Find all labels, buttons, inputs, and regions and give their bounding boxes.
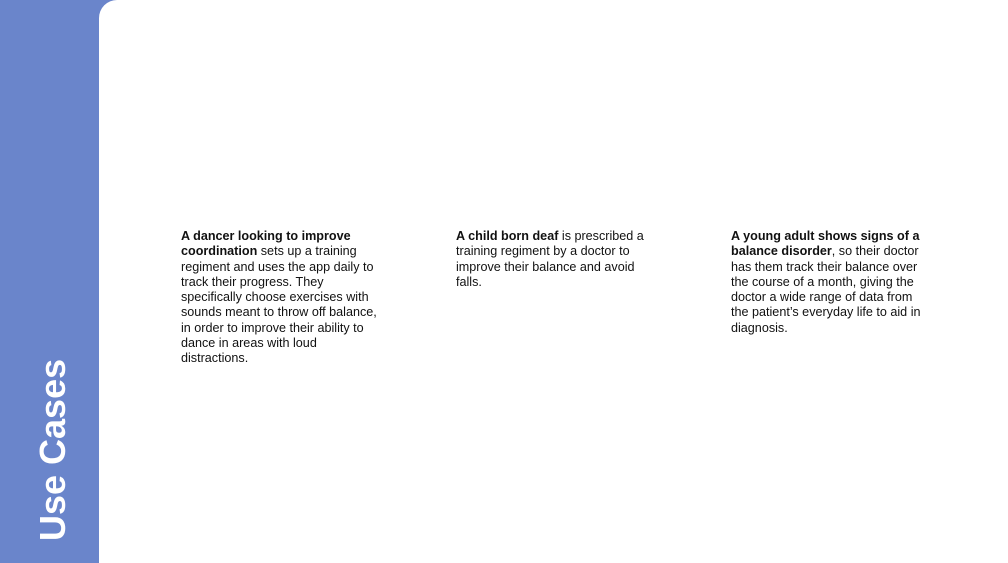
use-case-dancer-highlight: A dancer looking to improve coordination: [181, 229, 351, 259]
use-case-child-highlight: A child born deaf: [456, 229, 559, 243]
use-case-young-adult-highlight: A young adult shows signs of a balance disorder: [731, 229, 920, 259]
slide-title: Use Cases: [32, 358, 73, 541]
use-case-dancer-text: sets up a training regiment and uses the app daily to track their progress. They specifically choose exercises with sounds meant to throw off balance, in order to improve their ability to dance in areas with loud distractions.: [181, 244, 377, 366]
use-case-child-text: is prescribed a training regiment by a doctor to improve their balance and avoid falls.: [456, 229, 644, 289]
use-case-dancer: [181, 229, 381, 367]
use-case-child: [456, 229, 656, 290]
use-case-young-adult-text: , so their doctor has them track their balance over the course of a month, giving the doctor a wide range of data from the patient’s everyday life to aid in diagnosis.: [731, 244, 921, 335]
use-case-young-adult: [731, 229, 931, 336]
